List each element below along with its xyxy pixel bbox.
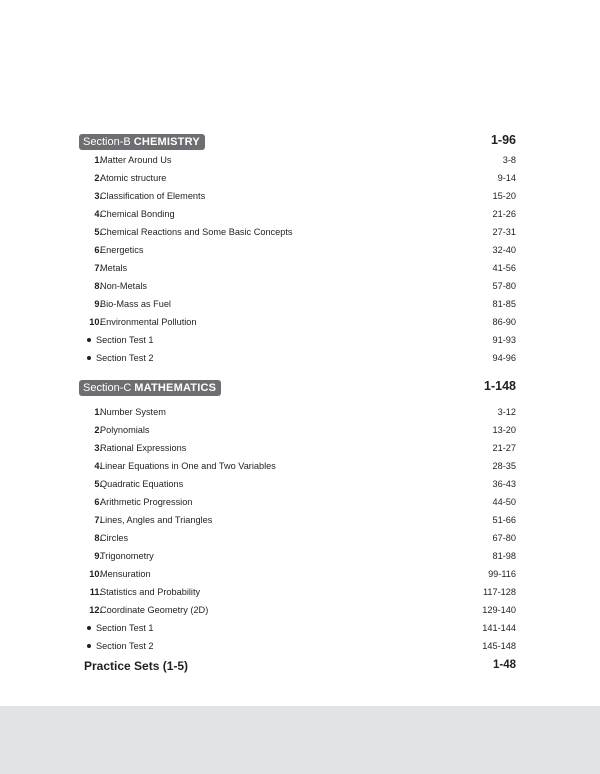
toc-pages: 51-66 — [492, 515, 516, 525]
toc-entry[interactable] — [79, 277, 516, 295]
toc-test-entry[interactable] — [79, 331, 516, 349]
section-prefix: Section-B — [83, 136, 131, 148]
toc-pages: 32-40 — [492, 245, 516, 255]
practice-sets-pages: 1-48 — [492, 659, 516, 671]
toc-list-chemistry — [79, 151, 516, 367]
toc-pages: 21-26 — [492, 209, 516, 219]
toc-number: 5. — [94, 479, 102, 489]
practice-sets-entry[interactable] — [84, 659, 516, 677]
section-badge — [79, 380, 221, 396]
toc-entry[interactable] — [79, 205, 516, 223]
toc-number: 6. — [94, 245, 102, 255]
toc-pages: 9-14 — [497, 173, 516, 183]
toc-entry[interactable] — [79, 547, 516, 565]
toc-number: 8. — [94, 533, 102, 543]
toc-pages: 21-27 — [492, 443, 516, 453]
toc-number: 5. — [94, 227, 102, 237]
toc-number: 6. — [94, 497, 102, 507]
toc-title: Atomic structure — [100, 173, 167, 183]
toc-entry[interactable] — [79, 529, 516, 547]
toc-number: 11. — [89, 587, 102, 597]
toc-title: Statistics and Probability — [100, 587, 201, 597]
toc-entry[interactable] — [79, 295, 516, 313]
toc-entry[interactable] — [79, 403, 516, 421]
toc-pages: 41-56 — [492, 263, 516, 273]
toc-test-entry[interactable] — [79, 619, 516, 637]
toc-entry[interactable] — [79, 151, 516, 169]
toc-pages: 117-128 — [482, 587, 516, 597]
toc-number: 1. — [94, 155, 102, 165]
toc-number: 4. — [94, 209, 102, 219]
toc-pages: 57-80 — [492, 281, 516, 291]
toc-entry[interactable] — [79, 583, 516, 601]
toc-list-mathematics — [79, 403, 516, 655]
section-name: MATHEMATICS — [134, 382, 217, 394]
bullet-icon — [87, 356, 91, 360]
toc-entry[interactable] — [79, 565, 516, 583]
toc-title: Polynomials — [100, 425, 150, 435]
toc-entry[interactable] — [79, 493, 516, 511]
toc-number: 2. — [94, 425, 102, 435]
toc-title: Arithmetic Progression — [100, 497, 193, 507]
toc-pages: 91-93 — [492, 335, 516, 345]
toc-title: Matter Around Us — [100, 155, 172, 165]
toc-entry[interactable] — [79, 511, 516, 529]
toc-number: 1. — [94, 407, 102, 417]
toc-entry[interactable] — [79, 439, 516, 457]
toc-number: 4. — [94, 461, 102, 471]
toc-number: 9. — [94, 299, 102, 309]
toc-number: 9. — [94, 551, 102, 561]
section-page-range: 1-148 — [484, 379, 516, 393]
toc-title: Coordinate Geometry (2D) — [100, 605, 209, 615]
toc-test-entry[interactable] — [79, 637, 516, 655]
toc-pages: 141-144 — [482, 623, 516, 633]
toc-pages: 3-12 — [497, 407, 516, 417]
toc-number: 7. — [94, 515, 102, 525]
toc-title: Number System — [100, 407, 166, 417]
bullet-icon — [87, 626, 91, 630]
bullet-icon — [87, 644, 91, 648]
toc-pages: 129-140 — [482, 605, 516, 615]
section-prefix: Section-C — [83, 382, 132, 394]
toc-title: Section Test 2 — [96, 641, 154, 651]
toc-number: 8. — [94, 281, 102, 291]
toc-number: 10. — [89, 317, 102, 327]
section-page-range: 1-96 — [490, 133, 516, 147]
toc-pages: 3-8 — [502, 155, 516, 165]
toc-title: Chemical Bonding — [100, 209, 175, 219]
toc-pages: 99-116 — [488, 569, 516, 579]
toc-title: Energetics — [100, 245, 144, 255]
toc-title: Classification of Elements — [100, 191, 206, 201]
toc-entry[interactable] — [79, 475, 516, 493]
toc-pages: 27-31 — [492, 227, 516, 237]
page-footer-band — [0, 706, 600, 774]
toc-title: Linear Equations in One and Two Variables — [100, 461, 276, 471]
toc-pages: 81-85 — [492, 299, 516, 309]
toc-entry[interactable] — [79, 313, 516, 331]
toc-entry[interactable] — [79, 421, 516, 439]
toc-entry[interactable] — [79, 259, 516, 277]
toc-entry[interactable] — [79, 457, 516, 475]
toc-title: Quadratic Equations — [100, 479, 184, 489]
section-name: CHEMISTRY — [133, 136, 200, 148]
toc-title: Non-Metals — [100, 281, 147, 291]
practice-sets-label: Practice Sets (1-5) — [84, 659, 189, 673]
toc-pages: 145-148 — [482, 641, 516, 651]
toc-number: 10. — [89, 569, 102, 579]
toc-number: 2. — [94, 173, 102, 183]
toc-number: 3. — [94, 443, 102, 453]
toc-title: Circles — [100, 533, 129, 543]
toc-title: Lines, Angles and Triangles — [100, 515, 213, 525]
toc-title: Metals — [100, 263, 128, 273]
toc-pages: 44-50 — [492, 497, 516, 507]
toc-entry[interactable] — [79, 169, 516, 187]
toc-entry[interactable] — [79, 601, 516, 619]
section-badge — [79, 134, 205, 150]
toc-pages: 86-90 — [492, 317, 516, 327]
toc-number: 12. — [89, 605, 102, 615]
toc-title: Section Test 1 — [96, 335, 154, 345]
toc-title: Trigonometry — [100, 551, 154, 561]
section-header-mathematics — [79, 380, 516, 396]
toc-number: 7. — [94, 263, 102, 273]
toc-pages: 13-20 — [492, 425, 516, 435]
toc-title: Chemical Reactions and Some Basic Concepts — [100, 227, 293, 237]
toc-entry[interactable] — [79, 223, 516, 241]
bullet-icon — [87, 338, 91, 342]
toc-pages: 94-96 — [492, 353, 516, 363]
section-header-chemistry — [79, 134, 516, 150]
toc-title: Section Test 2 — [96, 353, 154, 363]
toc-title: Bio-Mass as Fuel — [100, 299, 171, 309]
toc-pages: 81-98 — [492, 551, 516, 561]
toc-entry[interactable] — [79, 187, 516, 205]
toc-pages: 15-20 — [492, 191, 516, 201]
toc-entry[interactable] — [79, 241, 516, 259]
toc-number: 3. — [94, 191, 102, 201]
toc-title: Environmental Pollution — [100, 317, 197, 327]
toc-pages: 36-43 — [492, 479, 516, 489]
toc-pages: 67-80 — [492, 533, 516, 543]
toc-title: Section Test 1 — [96, 623, 154, 633]
toc-test-entry[interactable] — [79, 349, 516, 367]
toc-title: Mensuration — [100, 569, 151, 579]
toc-pages: 28-35 — [492, 461, 516, 471]
toc-title: Rational Expressions — [100, 443, 187, 453]
